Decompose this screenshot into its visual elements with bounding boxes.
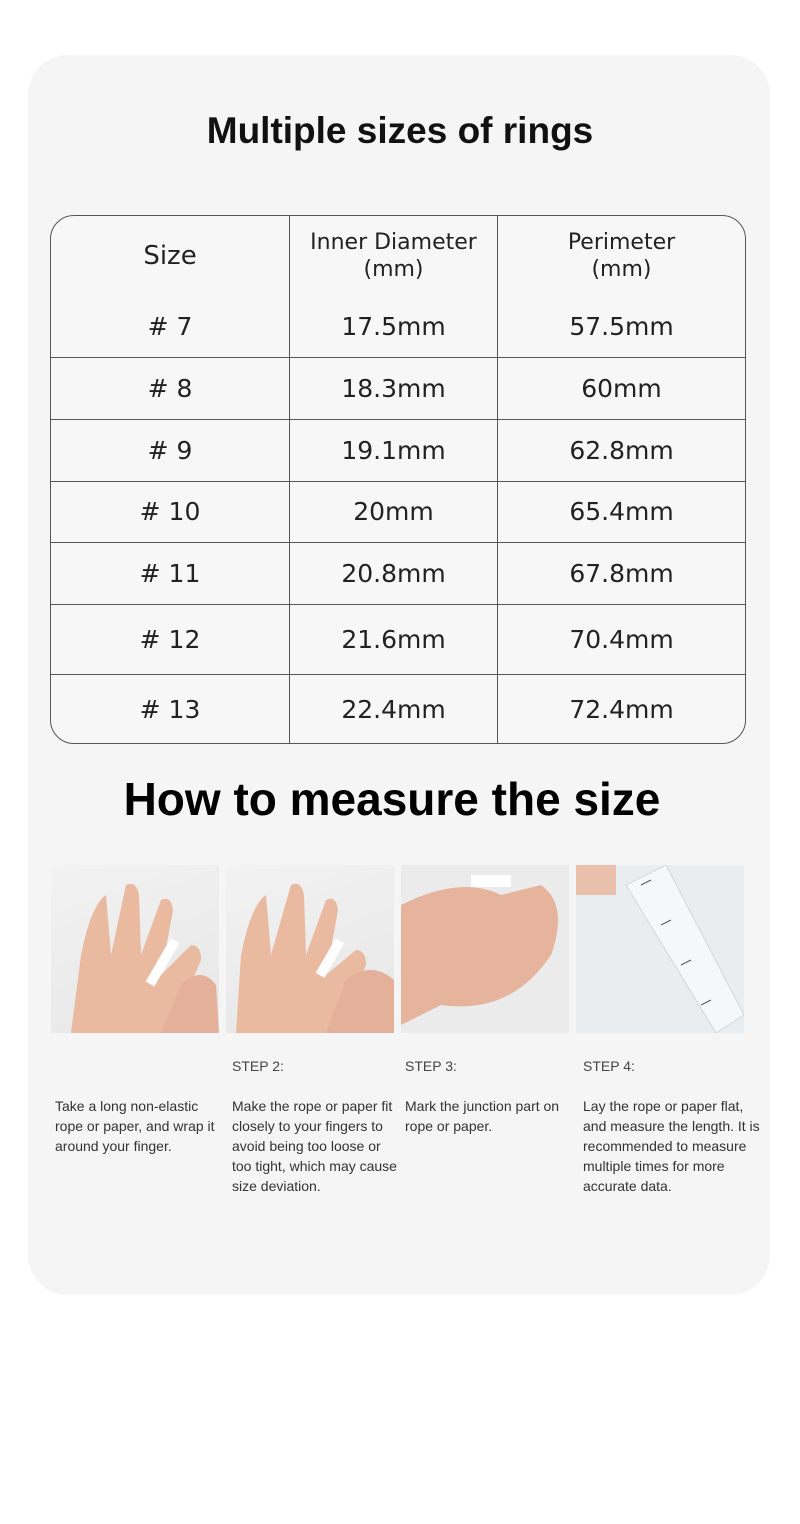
perimeter-cell: 60mm [497, 358, 745, 419]
table-row [51, 357, 745, 419]
table-row [51, 296, 745, 357]
header-perimeter: Perimeter (mm) [497, 216, 745, 296]
step-2-photo [226, 865, 394, 1033]
inner-diameter-cell: 18.3mm [289, 358, 497, 419]
step-3-photo [401, 865, 569, 1033]
perimeter-cell: 62.8mm [497, 420, 745, 481]
size-cell: # 7 [147, 311, 193, 341]
perimeter-cell: 72.4mm [497, 675, 745, 744]
step-3-label: STEP 3: [405, 1058, 457, 1074]
inner-diameter-cell: 22.4mm [289, 675, 497, 744]
inner-diameter-cell: 20.8mm [289, 543, 497, 604]
table-row [51, 419, 745, 481]
step-1-photo [51, 865, 219, 1033]
step-1-text: Take a long non-elastic rope or paper, and wrap it around your finger. [55, 1098, 215, 1154]
inner-diameter-cell: 19.1mm [289, 420, 497, 481]
size-cell: # 11 [139, 558, 201, 588]
size-cell: # 10 [139, 497, 201, 527]
step-4-photo [576, 865, 744, 1033]
perimeter-cell: 70.4mm [497, 605, 745, 674]
table-row [51, 604, 745, 674]
size-cell: # 13 [139, 695, 201, 725]
table-row [51, 542, 745, 604]
step-4-label: STEP 4: [583, 1058, 635, 1074]
size-chart-title: Multiple sizes of rings [206, 110, 594, 151]
header-size: Size [143, 240, 197, 271]
table-row [51, 674, 745, 744]
perimeter-cell: 67.8mm [497, 543, 745, 604]
table-header [51, 216, 745, 296]
table-row [51, 481, 745, 542]
step-2-text: Make the rope or paper fit closely to your fingers to avoid being too loose or too tight, which may cause size deviation. [232, 1098, 397, 1194]
size-cell: # 12 [139, 624, 201, 654]
size-cell: # 8 [147, 373, 193, 403]
measure-title: How to measure the size [123, 773, 661, 825]
size-cell: # 9 [147, 435, 193, 465]
step-3-text: Mark the junction part on rope or paper. [405, 1098, 560, 1134]
perimeter-cell: 65.4mm [497, 482, 745, 542]
step-4-text: Lay the rope or paper flat, and measure the length. It is recommended to measure multiple times for more accurate data. [583, 1098, 760, 1194]
step-2-label: STEP 2: [232, 1058, 284, 1074]
inner-diameter-cell: 21.6mm [289, 605, 497, 674]
perimeter-cell: 57.5mm [497, 296, 745, 357]
size-table [50, 215, 746, 744]
inner-diameter-cell: 17.5mm [289, 296, 497, 357]
header-inner-diameter: Inner Diameter (mm) [289, 216, 497, 296]
inner-diameter-cell: 20mm [289, 482, 497, 542]
